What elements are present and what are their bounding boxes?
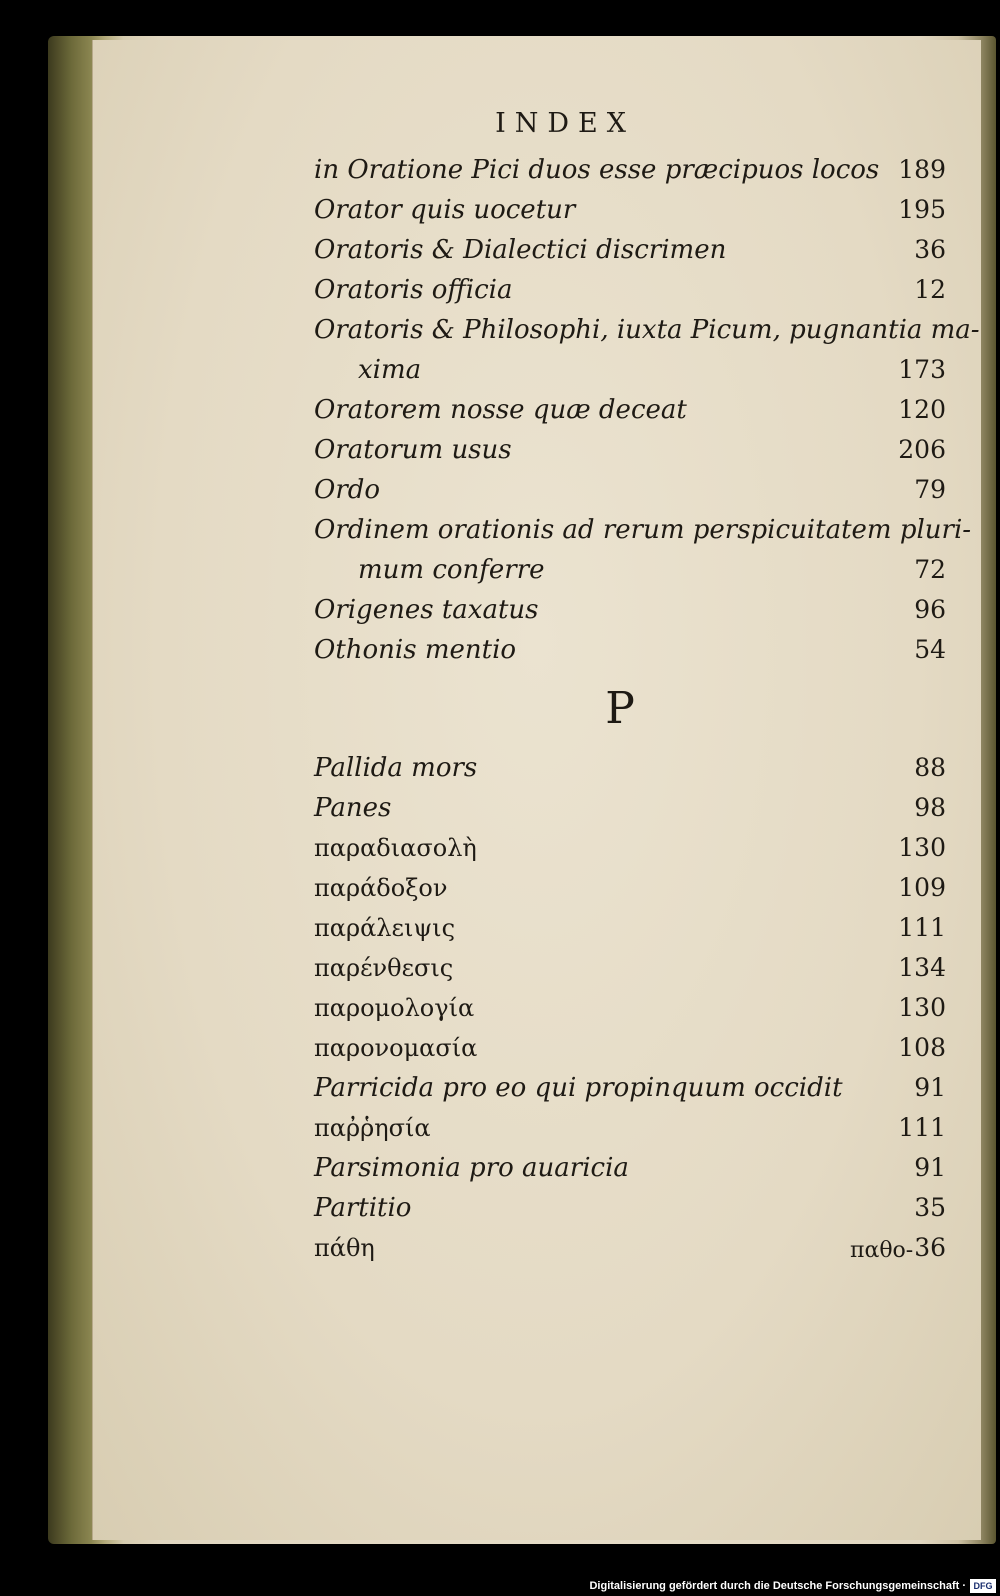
index-entry (314, 1188, 946, 1228)
entry-text: παράδοξον (314, 874, 448, 902)
entry-text: πάθη (314, 1234, 375, 1262)
entry-page-number: 111 (898, 913, 946, 942)
running-head: INDEX (495, 108, 635, 139)
index-group-p (314, 748, 946, 1268)
entry-text: Oratoris & Philosophi, iuxta Picum, pugnantia ma- (314, 315, 980, 345)
entry-text: Pallida mors (314, 753, 478, 783)
entry-text: Orator quis uocetur (314, 195, 576, 225)
entry-page-number: 189 (898, 155, 946, 184)
index-entry (314, 630, 946, 670)
entry-page-number: 96 (914, 595, 946, 624)
index-entries (314, 150, 980, 1268)
index-entry (314, 270, 946, 310)
entry-page-number: 36 (914, 235, 946, 264)
entry-page-number: 173 (898, 355, 946, 384)
index-entry (314, 748, 946, 788)
entry-text: Origenes taxatus (314, 595, 539, 625)
entry-page-number: 12 (914, 275, 946, 304)
entry-page-number: 195 (898, 195, 946, 224)
entry-text: mum conferre (358, 555, 545, 585)
entry-page-number: 36 (914, 1233, 946, 1262)
entry-text: παραδιασολὴ (314, 834, 477, 862)
entry-text: παρομολογία (314, 994, 475, 1022)
index-entry (314, 230, 946, 270)
entry-text: Partitio (314, 1193, 412, 1223)
index-entry (314, 828, 946, 868)
index-entry (314, 988, 946, 1028)
index-entry (314, 1108, 946, 1148)
entry-text: Ordinem orationis ad rerum perspicuitatem pluri- (314, 515, 972, 545)
entry-text: παρονομασία (314, 1034, 478, 1062)
index-group-o (314, 150, 980, 670)
catchword: παθο- (850, 1238, 914, 1263)
entry-text: Othonis mentio (314, 635, 517, 665)
index-entry (314, 310, 980, 350)
entry-text: παράλειψις (314, 914, 456, 942)
funding-credit: Digitalisierung gefördert durch die Deutsche Forschungsgemeinschaft · (589, 1580, 966, 1592)
entry-page-number: 130 (898, 993, 946, 1022)
entry-text: xima (358, 355, 422, 385)
index-entry (314, 868, 946, 908)
entry-page-number: 206 (898, 435, 946, 464)
entry-text: παρένθεσις (314, 954, 454, 982)
entry-text: παῤῥησία (314, 1114, 431, 1142)
index-entry (314, 510, 972, 550)
entry-page-number: 54 (914, 635, 946, 664)
index-entry (314, 788, 946, 828)
entry-text: Parsimonia pro auaricia (314, 1153, 629, 1183)
index-entry (314, 1028, 946, 1068)
entry-text: Oratorem nosse quæ deceat (314, 395, 687, 425)
entry-page-number: 72 (914, 555, 946, 584)
dfg-logo: DFG (970, 1579, 996, 1593)
index-entry (314, 430, 946, 470)
index-entry (314, 948, 946, 988)
entry-text: Panes (314, 793, 392, 823)
entry-page-number: 108 (898, 1033, 946, 1062)
entry-page-number: 109 (898, 873, 946, 902)
entry-page-number: 88 (914, 753, 946, 782)
index-entry (314, 190, 946, 230)
entry-page-number: 120 (898, 395, 946, 424)
entry-page-number: 130 (898, 833, 946, 862)
section-letter: P (605, 683, 635, 734)
index-entry (314, 1148, 946, 1188)
entry-page-number: 98 (914, 793, 946, 822)
entry-text: Oratorum usus (314, 435, 512, 465)
entry-text: Ordo (314, 475, 381, 505)
index-entry (314, 390, 946, 430)
entry-page-number: 111 (898, 1113, 946, 1142)
entry-page-number: 91 (914, 1153, 946, 1182)
entry-page-number: 35 (914, 1193, 946, 1222)
entry-text: Oratoris & Dialectici discrimen (314, 235, 727, 265)
index-entry (314, 550, 946, 590)
index-entry (314, 1068, 946, 1108)
index-entry (314, 590, 946, 630)
entry-page-number: 134 (898, 953, 946, 982)
entry-page-number: 91 (914, 1073, 946, 1102)
index-entry (314, 470, 946, 510)
entry-page-number: 79 (914, 475, 946, 504)
entry-text: Parricida pro eo qui propinquum occidit (314, 1073, 843, 1103)
index-entry (314, 150, 946, 190)
index-entry (314, 908, 946, 948)
entry-text: Oratoris officia (314, 275, 513, 305)
entry-text: in Oratione Pici duos esse præcipuos locos (314, 155, 880, 185)
index-entry (314, 350, 946, 390)
